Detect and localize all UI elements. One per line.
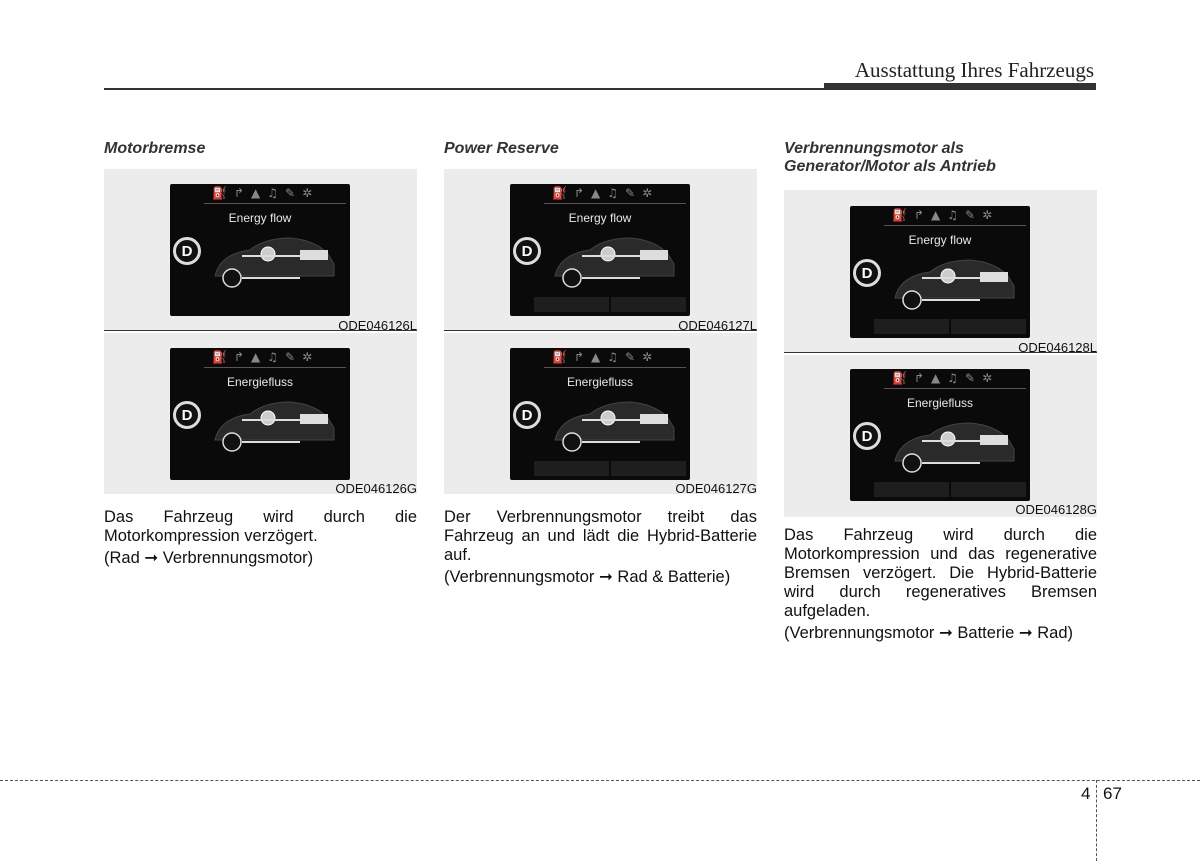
navigation-icon: ↱ xyxy=(573,350,585,364)
page-number: 67 xyxy=(1103,784,1122,803)
settings-gear-icon: ✲ xyxy=(982,208,993,222)
icon-bar-rule xyxy=(204,367,346,368)
music-icon: ♫ xyxy=(607,186,619,200)
screen-bottom-strip xyxy=(534,297,686,312)
gear-indicator: D xyxy=(173,401,201,429)
settings-gear-icon: ✲ xyxy=(642,186,653,200)
settings-gear-icon: ✲ xyxy=(302,350,313,364)
energy-flow-diagram xyxy=(890,254,1020,314)
wheel-icon xyxy=(903,454,921,472)
dashboard-screen xyxy=(850,206,1030,338)
wrench-icon: ✎ xyxy=(965,371,976,385)
wrench-icon: ✎ xyxy=(965,208,976,222)
energy-flow-diagram xyxy=(890,417,1020,477)
energy-flow-diagram xyxy=(550,232,680,292)
screen-bottom-strip xyxy=(874,482,1026,497)
road-icon: ▲ xyxy=(931,208,941,222)
footer-rule xyxy=(0,780,1200,781)
wheel-icon xyxy=(223,269,241,287)
figure-caption: ODE046128L xyxy=(1018,340,1097,355)
settings-gear-icon: ✲ xyxy=(642,350,653,364)
wheel-icon xyxy=(563,269,581,287)
settings-gear-icon: ✲ xyxy=(302,186,313,200)
body-text-block xyxy=(444,508,757,587)
wrench-icon: ✎ xyxy=(625,186,636,200)
body-text-block xyxy=(784,526,1097,643)
battery-icon xyxy=(980,272,1008,282)
energy-flow-icon: ⛽ xyxy=(892,371,907,385)
gear-indicator: D xyxy=(513,401,541,429)
wrench-icon: ✎ xyxy=(285,186,296,200)
section-title: Motorbremse xyxy=(104,140,206,157)
wheel-icon xyxy=(903,291,921,309)
icon-bar-rule xyxy=(884,388,1026,389)
body-paragraph: Das Fahrzeug wird durch die Motorkompression und das regenerative Bremsen verzögert. Die Hybrid-Batterie wird durch regeneratives Bremsen aufgeladen. xyxy=(784,526,1097,620)
screen-bottom-strip xyxy=(534,461,686,476)
navigation-icon: ↱ xyxy=(233,186,245,200)
flow-formula: (Verbrennungsmotor ➞ Rad & Batterie) xyxy=(444,568,731,586)
music-icon: ♫ xyxy=(607,350,619,364)
screen-title: Energy flow xyxy=(568,211,632,225)
screen-bottom-strip xyxy=(874,319,1026,334)
wrench-icon: ✎ xyxy=(625,350,636,364)
screen-icon-bar xyxy=(552,350,686,366)
battery-icon xyxy=(300,250,328,260)
screen-icon-bar xyxy=(552,186,686,202)
gear-indicator: D xyxy=(173,237,201,265)
screen-title: Energy flow xyxy=(228,211,292,225)
energy-flow-diagram xyxy=(210,396,340,456)
battery-icon xyxy=(640,250,668,260)
screen-title: Energy flow xyxy=(908,233,972,247)
road-icon: ▲ xyxy=(251,350,261,364)
footer-separator xyxy=(1096,780,1097,861)
music-icon: ♫ xyxy=(947,371,959,385)
settings-gear-icon: ✲ xyxy=(982,371,993,385)
figure-caption: ODE046127G xyxy=(675,481,757,496)
wheel-icon xyxy=(563,433,581,451)
figure-panel xyxy=(784,355,1097,517)
figure-panel xyxy=(784,190,1097,352)
road-icon: ▲ xyxy=(931,371,941,385)
section-title: Power Reserve xyxy=(444,140,559,157)
energy-flow-icon: ⛽ xyxy=(552,186,567,200)
road-icon: ▲ xyxy=(591,186,601,200)
music-icon: ♫ xyxy=(267,350,279,364)
navigation-icon: ↱ xyxy=(913,208,925,222)
screen-icon-bar xyxy=(892,208,1026,224)
music-icon: ♫ xyxy=(947,208,959,222)
screen-icon-bar xyxy=(212,350,346,366)
energy-flow-icon: ⛽ xyxy=(552,350,567,364)
page-header-title: Ausstattung Ihres Fahrzeugs xyxy=(854,58,1094,82)
dashboard-screen xyxy=(510,184,690,316)
energy-flow-icon: ⛽ xyxy=(892,208,907,222)
navigation-icon: ↱ xyxy=(573,186,585,200)
gear-indicator: D xyxy=(513,237,541,265)
section-title-line1: Verbrennungsmotor als xyxy=(784,140,964,157)
screen-title: Energiefluss xyxy=(906,396,974,410)
energy-flow-icon: ⛽ xyxy=(212,350,227,364)
battery-icon xyxy=(640,414,668,424)
screen-title: Energiefluss xyxy=(226,375,294,389)
road-icon: ▲ xyxy=(591,350,601,364)
energy-flow-diagram xyxy=(550,396,680,456)
figure-caption: ODE046126G xyxy=(335,481,417,496)
wrench-icon: ✎ xyxy=(285,350,296,364)
column-engine-brake xyxy=(104,140,417,158)
music-icon: ♫ xyxy=(267,186,279,200)
column-power-reserve xyxy=(444,140,757,158)
gear-indicator: D xyxy=(853,422,881,450)
road-icon: ▲ xyxy=(251,186,261,200)
energy-flow-icon: ⛽ xyxy=(212,186,227,200)
flow-formula: (Verbrennungsmotor ➞ Batterie ➞ Rad) xyxy=(784,624,1074,642)
dashboard-screen xyxy=(850,369,1030,501)
battery-icon xyxy=(980,435,1008,445)
chapter-number: 4 xyxy=(1081,784,1091,803)
header-rule-accent xyxy=(824,83,1096,89)
figure-panel xyxy=(444,333,757,494)
icon-bar-rule xyxy=(204,203,346,204)
dashboard-screen xyxy=(510,348,690,480)
figure-panel xyxy=(444,169,757,330)
icon-bar-rule xyxy=(884,225,1026,226)
figure-caption: ODE046128G xyxy=(1015,502,1097,517)
battery-icon xyxy=(300,414,328,424)
body-text-block xyxy=(104,508,417,568)
figure-caption: ODE046127L xyxy=(678,318,757,333)
screen-title: Energiefluss xyxy=(566,375,634,389)
navigation-icon: ↱ xyxy=(913,371,925,385)
section-title-line2: Generator/Motor als Antrieb xyxy=(784,158,996,175)
icon-bar-rule xyxy=(544,203,686,204)
flow-formula: (Rad ➞ Verbrennungsmotor) xyxy=(104,549,314,567)
body-paragraph: Das Fahrzeug wird durch die Motorkompression verzögert. xyxy=(104,508,417,545)
navigation-icon: ↱ xyxy=(233,350,245,364)
wheel-icon xyxy=(223,433,241,451)
figure-panel xyxy=(104,169,417,330)
figure-caption: ODE046126L xyxy=(338,318,417,333)
body-paragraph: Der Verbrennungsmotor treibt das Fahrzeug an und lädt die Hybrid-Batterie auf. xyxy=(444,508,757,564)
icon-bar-rule xyxy=(544,367,686,368)
energy-flow-diagram xyxy=(210,232,340,292)
dashboard-screen xyxy=(170,184,350,316)
column-engine-generator xyxy=(784,140,1097,176)
screen-icon-bar xyxy=(212,186,346,202)
gear-indicator: D xyxy=(853,259,881,287)
figure-panel xyxy=(104,333,417,494)
dashboard-screen xyxy=(170,348,350,480)
screen-icon-bar xyxy=(892,371,1026,387)
